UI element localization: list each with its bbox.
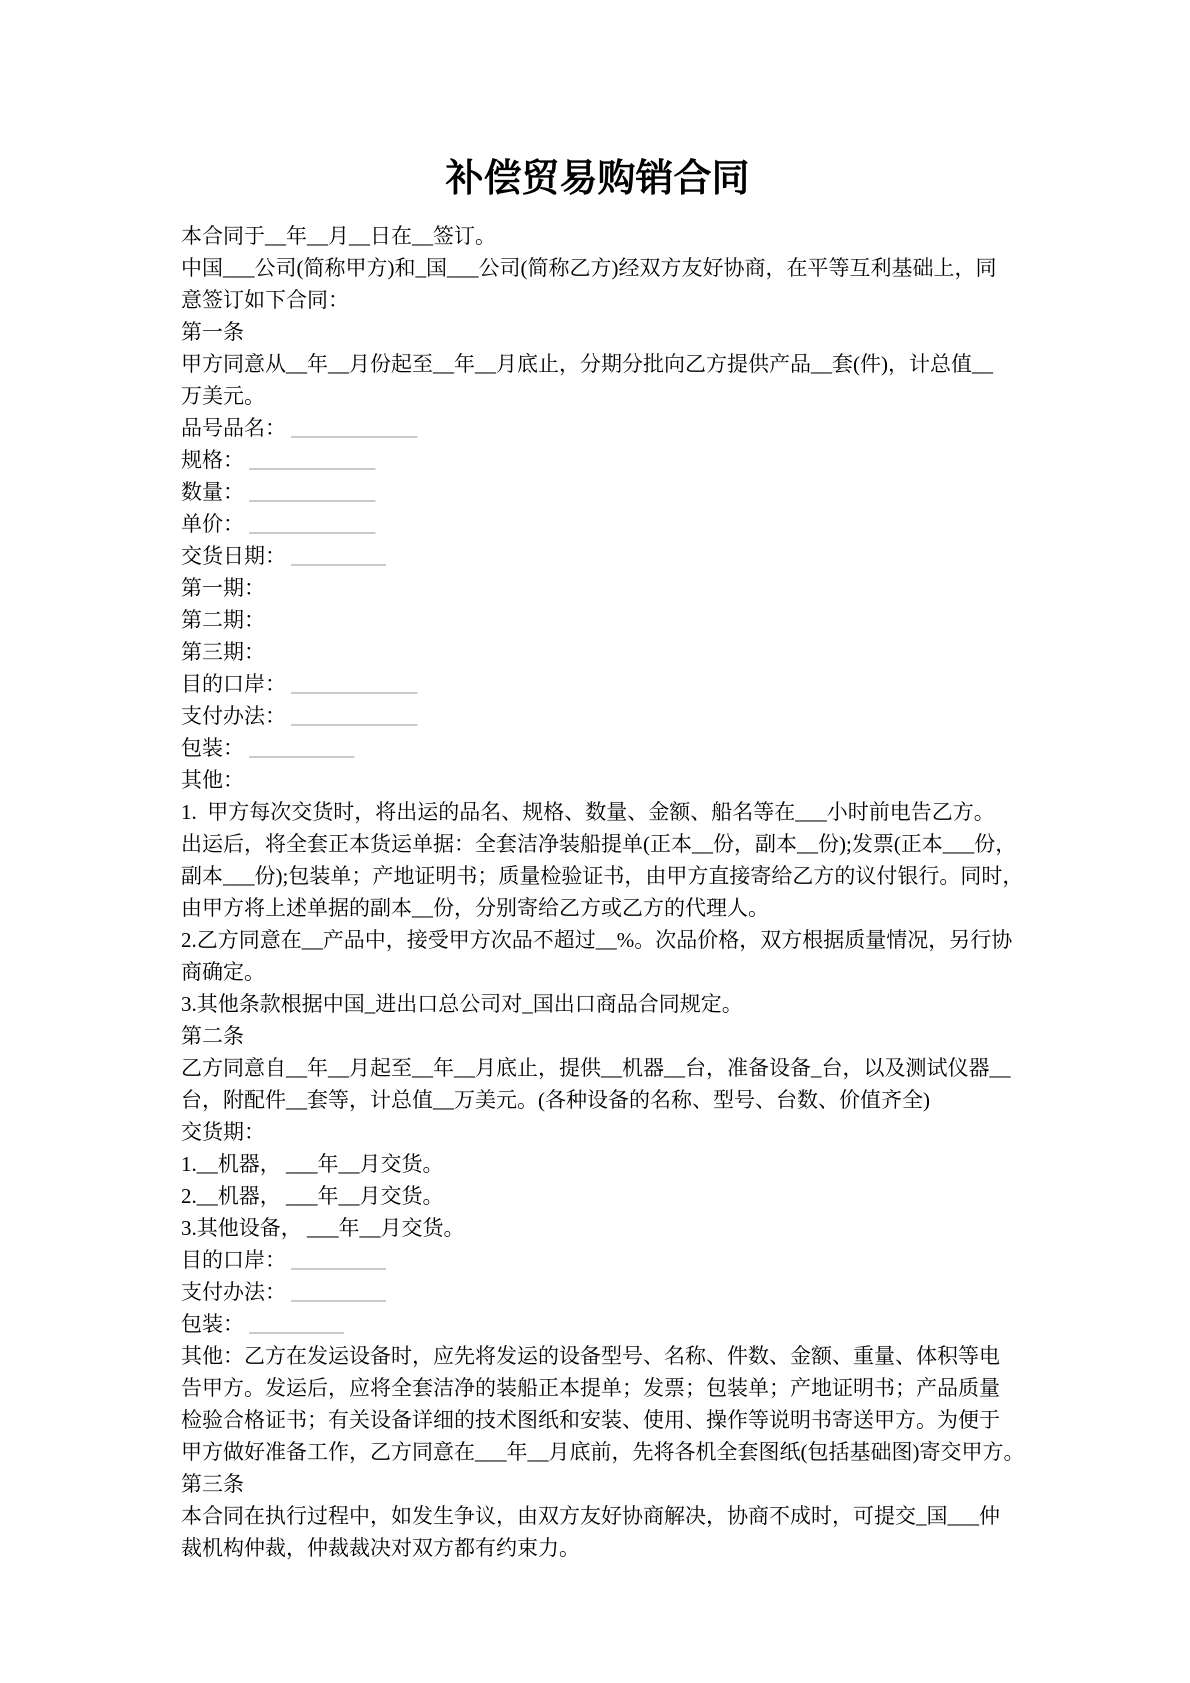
text-line: 出运后，将全套正本货运单据：全套洁净装船提单(正本__份，副本__份);发票(正本___份， [181,832,1017,856]
text-line: 中国___公司(简称甲方)和_国___公司(简称乙方)经双方友好协商，在平等互利基础上，同 [181,256,997,280]
field-line [181,1244,1014,1276]
field-label: 目的口岸： [181,1248,286,1272]
text-line: 甲方同意从__年__月份起至__年__月底止，分期分批向乙方提供产品__套(件)，计总值__ [181,352,993,376]
text-line: 第一条 [181,320,244,344]
field-blank: ____________ [244,448,376,472]
text-line: 副本___份);包装单；产地证明书；质量检验证书，由甲方直接寄给乙方的议付银行。同时， [181,864,1024,888]
field-label: 目的口岸： [181,672,286,696]
text-line: 其他： [181,768,244,792]
text-line: 交货期： [181,1120,265,1144]
text-line: 3.其他条款根据中国_进出口总公司对_国出口商品合同规定。 [181,992,743,1016]
text-line: 第三条 [181,1472,244,1496]
field-blank: _________ [286,544,386,568]
field-blank: _________ [286,1280,386,1304]
text-line: 由甲方将上述单据的副本__份，分别寄给乙方或乙方的代理人。 [181,896,769,920]
field-line [181,668,1014,700]
text-line: 告甲方。发运后，应将全套洁净的装船正本提单；发票；包装单；产地证明书；产品质量 [181,1376,1000,1400]
field-line [181,540,1014,572]
field-blank: _________ [286,1248,386,1272]
text-line: 第三期： [181,640,265,664]
text-line: 本合同于__年__月__日在__签订。 [181,224,496,248]
text-line: 台，附配件__套等，计总值__万美元。(各种设备的名称、型号、台数、价值齐全) [181,1088,930,1112]
text-line: 裁机构仲裁，仲裁裁决对双方都有约束力。 [181,1536,580,1560]
field-line [181,476,1014,508]
text-line: 检验合格证书；有关设备详细的技术图纸和安装、使用、操作等说明书寄送甲方。为便于 [181,1408,1000,1432]
field-blank: ____________ [244,512,376,536]
field-blank: ____________ [244,480,376,504]
text-line: 1.__机器， ___年__月交货。 [181,1152,444,1176]
field-label: 包装： [181,1312,244,1336]
field-label: 支付办法： [181,1280,286,1304]
field-line [181,444,1014,476]
text-line: 2.乙方同意在__产品中，接受甲方次品不超过__%。次品价格，双方根据质量情况，另行协 [181,928,1013,952]
text-line: 本合同在执行过程中，如发生争议，由双方友好协商解决，协商不成时，可提交_国___仲 [181,1504,1000,1528]
field-line [181,1276,1014,1308]
text-line: 商确定。 [181,960,265,984]
text-line: 第二条 [181,1024,244,1048]
field-blank: ____________ [286,416,418,440]
text-line: 第一期： [181,576,265,600]
field-label: 支付办法： [181,704,286,728]
field-label: 单价： [181,512,244,536]
field-blank: __________ [244,736,355,760]
document-body [181,220,1025,1564]
field-label: 规格： [181,448,244,472]
text-line: 甲方做好准备工作，乙方同意在___年__月底前，先将各机全套图纸(包括基础图)寄交甲方。 [181,1440,1025,1464]
document-title: 补偿贸易购销合同 [445,158,750,200]
text-line: 意签订如下合同： [181,288,349,312]
field-label: 包装： [181,736,244,760]
field-blank: _________ [244,1312,344,1336]
field-line [181,508,1014,540]
text-line: 2.__机器， ___年__月交货。 [181,1184,444,1208]
text-line: 乙方同意自__年__月起至__年__月底止，提供__机器__台，准备设备_台，以及测试仪器__ [181,1056,1011,1080]
field-line [181,1308,1014,1340]
text-line: 3.其他设备， ___年__月交货。 [181,1216,465,1240]
field-label: 交货日期： [181,544,286,568]
text-line: 万美元。 [181,384,265,408]
field-blank: ____________ [286,672,418,696]
text-line: 1. 甲方每次交货时，将出运的品名、规格、数量、金额、船名等在___小时前电告乙方。 [181,800,995,824]
field-label: 品号品名： [181,416,286,440]
field-line [181,412,1014,444]
text-line: 第二期： [181,608,265,632]
field-line [181,700,1014,732]
text-line: 其他：乙方在发运设备时，应先将发运的设备型号、名称、件数、金额、重量、体积等电 [181,1344,1000,1368]
field-label: 数量： [181,480,244,504]
field-blank: ____________ [286,704,418,728]
field-line [181,732,1014,764]
